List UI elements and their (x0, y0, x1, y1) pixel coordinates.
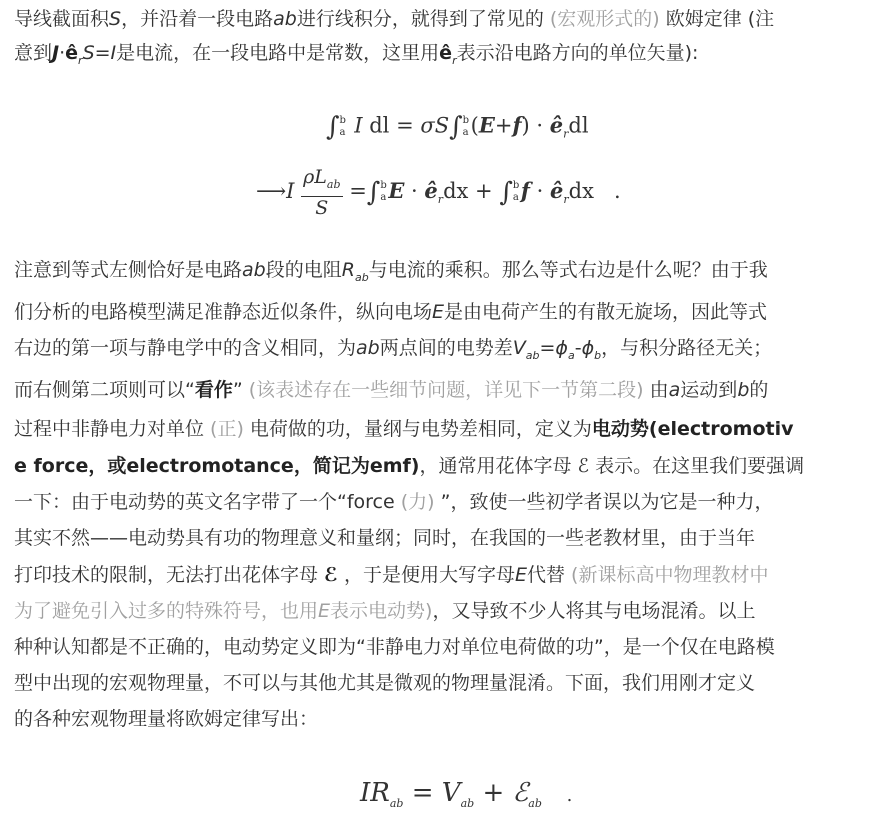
para2-line1: 注意到等式左侧恰好是电路ab段的电阻$R_{ab}$与电流的乘积。那么等式右边是什么呢？由于我 (14, 259, 768, 284)
equation-ohm-law: $IR_{ab} = V_{ab}$ + ℰ$_{ab}$ . (360, 778, 573, 811)
para1-line1: 导线截面积S，并沿着一段电路ab进行线积分，就得到了常见的 (宏观形式的) 欧姆定律 (注 (14, 8, 775, 30)
para1-line2: 意到$J\cdot ê_rS=I$是电流，在一段电路中是常数，这里用$ê_r$表示沿电路方向的单位矢量): (14, 42, 699, 67)
para2-line11: 种种认知都是不正确的，电动势定义即为“非静电力对单位电荷做的功”，是一个仅在电路模 (14, 636, 775, 658)
para2-line13: 的各种宏观物理量将欧姆定律写出： (14, 708, 319, 730)
para2-line9: 打印技术的限制，无法打出花体字母 ℰ ，于是便用大写字母E代替 (新课标高中物理教材中 (14, 564, 769, 586)
para2-line3: 右边的第一项与静电学中的含义相同，为ab两点间的电势差$V_{ab}=\phi_a-\phi_b$，与积分路径无关； (14, 337, 773, 362)
para2-line7: 一下：由于电动势的英文名字带了一个“force (力) ”，致使一些初学者误以为它是一种力， (14, 491, 774, 513)
para2-line5: 过程中非静电力对单位 (正) 电荷做的功，量纲与电势差相同，定义为电动势(electromotiv (14, 418, 794, 440)
para2-line8: 其实不然——电动势具有功的物理意义和量纲；同时，在我国的一些老教材里，由于当年 (14, 527, 756, 549)
para2-line2: 们分析的电路模型满足准静态近似条件，纵向电场E是由电荷产生的有散无旋场，因此等式 (14, 301, 768, 323)
equation-resistance-form: ⟶I $\frac{\rho L_{ab}}{S}$ =∫b aE · $ê_rdx + \int b$ af · $ê_rdx$ . (256, 166, 621, 219)
para2-line4: 而右侧第二项则可以“看作” (该表述存在一些细节问题，详见下一节第二段) 由a运动到b的 (14, 379, 769, 401)
equation-integral-form: ∫b a I dl = σS∫b $a(E+f) \cdot ê_rdl$ (326, 112, 589, 142)
para2-line12: 型中出现的宏观物理量，不可以与其他尤其是微观的物理量混淆。下面，我们用刚才定义 (14, 672, 756, 694)
para2-line10: 为了避免引入过多的特殊符号，也用E表示电动势)，又导致不少人将其与电场混淆。以上 (14, 600, 756, 622)
para2-line6: e force，或electromotance，简记为emf)，通常用花体字母 ℰ 表示。在这里我们要强调 (14, 455, 805, 477)
